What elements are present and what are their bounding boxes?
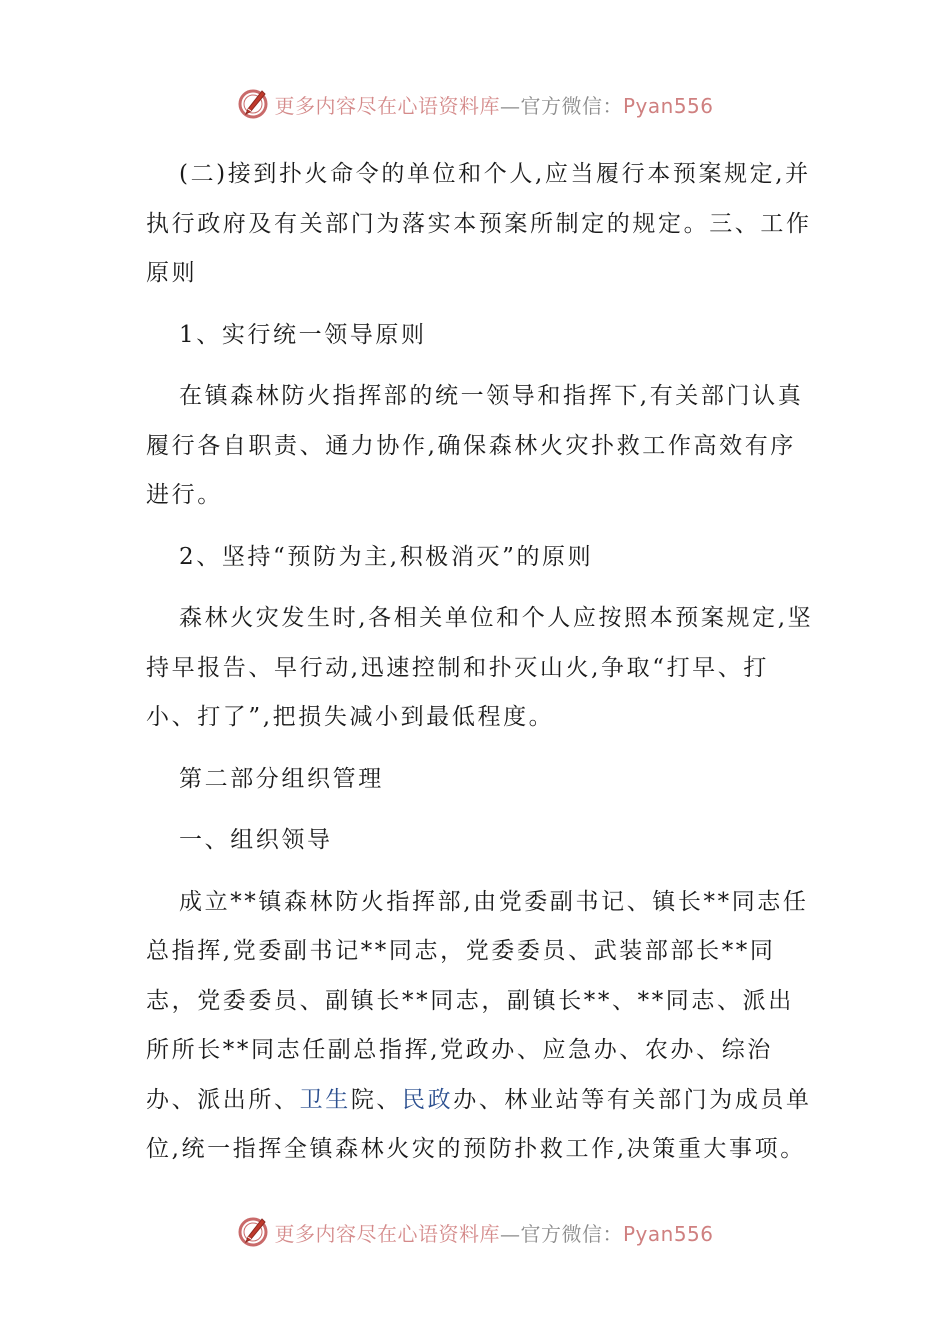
watermark-text	[274, 1218, 713, 1247]
paragraph-unified-leadership: 在镇森林防火指挥部的统一领导和指挥下,有关部门认真履行各自职责、通力协作,确保森林火灾扑救工作高效有序进行。	[146, 383, 804, 508]
watermark-separator: —	[499, 1221, 521, 1246]
command-text-part3: 办、林业站等有关部门为成员单位,统一指挥全镇森林火灾的预防扑救工作,决策重大事项。	[146, 1086, 812, 1162]
command-text-part1: 成立**镇森林防火指挥部,由党委副书记、镇长**同志任总指挥,党委副书记**同志，党委委员、武装部部长**同志，党委委员、副镇长**同志，副镇长**、**同志、派出所所长**同志任副总指挥,党政办、应急办、农办、综治办、派出所、	[146, 888, 809, 1113]
document-body	[146, 150, 816, 1175]
watermark-wechat-label: 官方微信：	[520, 1221, 623, 1246]
header-watermark	[0, 84, 950, 124]
paragraph-command-structure	[146, 878, 816, 1175]
quill-pen-seal-icon	[236, 1215, 270, 1249]
watermark-wechat-id: Pyan556	[622, 93, 714, 118]
link-health[interactable]: 卫生	[299, 1086, 351, 1113]
link-civil-affairs[interactable]: 民政	[402, 1086, 454, 1113]
watermark-brand: 更多内容尽在心语资料库	[274, 1221, 500, 1246]
watermark-wechat-label: 官方微信：	[520, 93, 623, 118]
watermark-wechat-id: Pyan556	[622, 1221, 714, 1246]
paragraph-response-duty: (二)接到扑火命令的单位和个人,应当履行本预案规定,并执行政府及有关部门为落实本预案所制定的规定。三、工作原则	[146, 161, 812, 286]
watermark-separator: —	[499, 93, 521, 118]
command-text-part2: 院、	[350, 1086, 403, 1113]
watermark-text	[274, 90, 713, 119]
section-heading-organization: 第二部分组织管理	[179, 765, 384, 792]
heading-prevention-principle: 2、坚持“预防为主,积极消灭”的原则	[179, 543, 594, 570]
quill-pen-seal-icon	[236, 87, 270, 121]
heading-unified-leadership: 1、实行统一领导原则	[179, 321, 427, 348]
paragraph-prevention-principle: 森林火灾发生时,各相关单位和个人应按照本预案规定,坚持早报告、早行动,迅速控制和扑灭山火,争取“打早、打小、打了”,把损失减小到最低程度。	[146, 605, 814, 730]
heading-organization-leadership: 一、组织领导	[179, 827, 333, 853]
footer-watermark	[0, 1212, 950, 1252]
watermark-brand: 更多内容尽在心语资料库	[274, 93, 500, 118]
